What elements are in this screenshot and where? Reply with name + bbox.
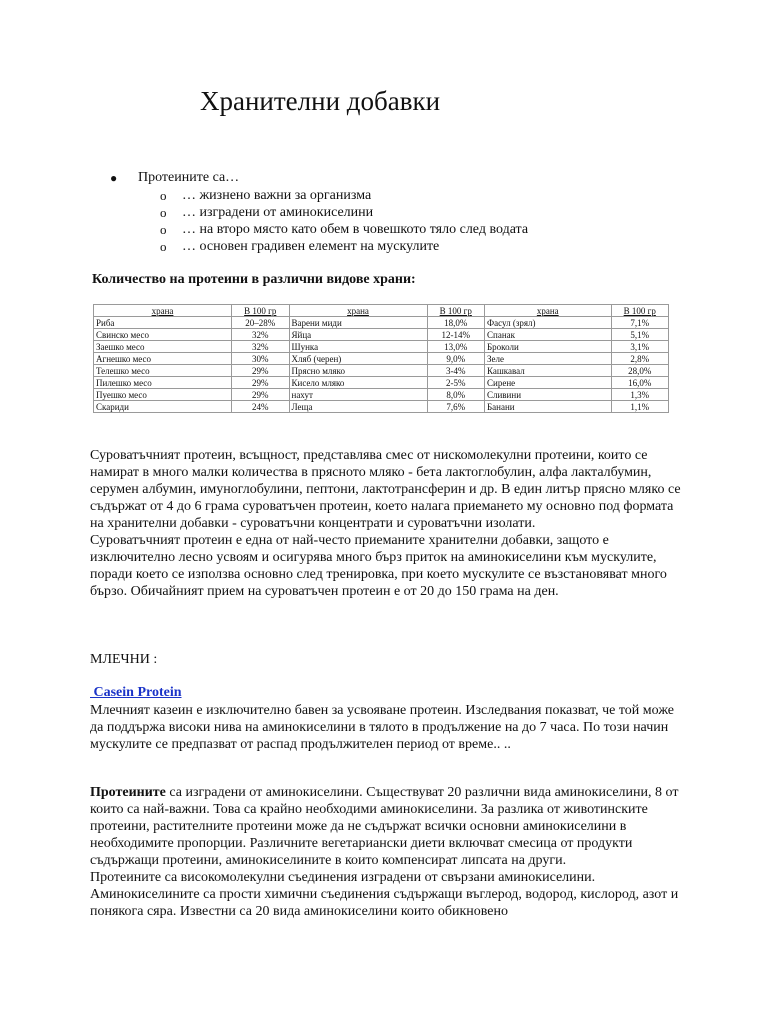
table-row — [94, 317, 669, 329]
table-cell: Шунка — [289, 341, 427, 353]
table-cell: Банани — [485, 401, 612, 413]
casein-paragraph: Млечният казеин е изключително бавен за усвояване протеин. Изследвания показват, че той може да поддържа високи нива на аминокиселини в тялото в продължение на до 7 часа. По този начин мускулите се предпазват от распад продължителен период от време.. .. — [90, 703, 675, 752]
table-row — [94, 365, 669, 377]
sub-list-item-text: … жизнено важни за организма — [182, 188, 372, 203]
table-cell: Агнешко месо — [94, 353, 232, 365]
table-cell: 2-5% — [427, 377, 485, 389]
column-header: храна — [485, 305, 612, 317]
table-cell: 13,0% — [427, 341, 485, 353]
whey-paragraph-1: Суроватъчният протеин, всъщност, представлява смес от нискомолекулни протеини, които се намират в много малки количества в прясното мляко - бета лактоглобулин, алфа лакталбумин, серумен албумин, имуноглобулини, пептони, лактотрансферин и др. В един литър прясно мляко се съдържат от 4 до 6 грама суроватъчен протеин, което налага приемането му основно под формата на хранителни добавки - суроватъчни концентрати и суроватъчни изолати. — [90, 448, 681, 531]
table-cell: 20–28% — [232, 317, 290, 329]
table-cell: Телешко месо — [94, 365, 232, 377]
table-cell: нахут — [289, 389, 427, 401]
table-cell: 30% — [232, 353, 290, 365]
bullet-circle-icon: o — [160, 222, 167, 237]
table-cell: Риба — [94, 317, 232, 329]
table-cell: Пилешко месо — [94, 377, 232, 389]
whey-paragraph-2: Суроватъчният протеин е една от най-често приеманите хранителни добавки, защото е изключително лесно усвоям и осигурява много бърз приток на аминокиселини към мускулите, поради което се използва основно след тренировка, при което мускулите се възстановяват много бързо. Обичайният прием на суроватъчен протеин е от 20 до 150 грама на ден. — [90, 533, 667, 599]
table-cell: Фасул (зрял) — [485, 317, 612, 329]
dairy-label: МЛЕЧНИ : — [90, 652, 158, 667]
column-header: храна — [94, 305, 232, 317]
table-cell: 1,1% — [611, 401, 669, 413]
table-cell: Кашкавал — [485, 365, 612, 377]
table-cell: Зеле — [485, 353, 612, 365]
table-row — [94, 353, 669, 365]
table-cell: 29% — [232, 389, 290, 401]
proteins-bold-lead: Протеините — [90, 785, 166, 800]
table-cell: Кисело мляко — [289, 377, 427, 389]
table-cell: Хляб (черен) — [289, 353, 427, 365]
table-row — [94, 389, 669, 401]
table-cell: 28,0% — [611, 365, 669, 377]
table-cell: 7,6% — [427, 401, 485, 413]
table-row — [94, 377, 669, 389]
sub-list-item-text: … изградени от аминокиселини — [182, 205, 374, 220]
table-cell: 8,0% — [427, 389, 485, 401]
sub-list-item — [110, 187, 528, 204]
bullet-dot-icon: ● — [110, 171, 118, 185]
table-cell: 29% — [232, 365, 290, 377]
proteins-paragraph-1-text: са изградени от аминокиселини. Съществуват 20 различни вида аминокиселини, 8 от които са най-важни. Това са крайно необходими аминокиселини. За разлика от животинските протеини, растителните протеини може да не съдържат всички основни аминокиселини в необходимите пропорции. Различните вегетариански диети включват смесица от продукти съдържащи протеини, аминокиселините в които компенсират липсата на други. — [90, 785, 679, 868]
casein-section — [90, 702, 690, 753]
table-cell: 1,3% — [611, 389, 669, 401]
table-cell: Леща — [289, 401, 427, 413]
table-row — [94, 341, 669, 353]
casein-protein-link[interactable]: Casein Protein — [90, 685, 182, 700]
table-cell: 3,1% — [611, 341, 669, 353]
whey-section — [90, 447, 690, 600]
table-cell: 24% — [232, 401, 290, 413]
sub-list-item — [110, 238, 528, 255]
table-cell: 12-14% — [427, 329, 485, 341]
table-cell: Свинско месо — [94, 329, 232, 341]
proteins-paragraph-2: Протеините са високомолекулни съединения изградени от свързани аминокиселини. Аминокиселините са прости химични съединения съдържащи въглерод, водород, кислород, азот и понякога сяра. Известни са 20 вида аминокиселини които обикновено — [90, 870, 679, 919]
table-cell: Броколи — [485, 341, 612, 353]
protein-table — [93, 304, 669, 413]
intro-list — [110, 169, 528, 255]
bullet-circle-icon: o — [160, 205, 167, 220]
proteins-paragraph-1 — [90, 784, 690, 869]
sub-list-item-text: … основен градивен елемент на мускулите — [182, 239, 440, 254]
table-cell: Заешко месо — [94, 341, 232, 353]
column-header: В 100 гр — [232, 305, 290, 317]
table-row — [94, 401, 669, 413]
table-cell: 9,0% — [427, 353, 485, 365]
sub-list-item — [110, 204, 528, 221]
column-header: В 100 гр — [611, 305, 669, 317]
table-cell: 29% — [232, 377, 290, 389]
table-cell: 32% — [232, 329, 290, 341]
table-heading: Количество на протеини в различни видове храни: — [92, 272, 416, 287]
sub-list-item — [110, 221, 528, 238]
page-title: Хранителни добавки — [200, 86, 441, 116]
proteins-section — [90, 784, 690, 920]
table-cell: Прясно мляко — [289, 365, 427, 377]
table-cell: Яйца — [289, 329, 427, 341]
table-cell: 7,1% — [611, 317, 669, 329]
table-cell: Варени миди — [289, 317, 427, 329]
table-cell: 32% — [232, 341, 290, 353]
table-cell: Сирене — [485, 377, 612, 389]
table-cell: Скариди — [94, 401, 232, 413]
table-cell: Пуешко месо — [94, 389, 232, 401]
sub-list-item-text: … на второ място като обем в човешкото тяло след водата — [182, 222, 529, 237]
table-cell: Сливини — [485, 389, 612, 401]
table-cell: 2,8% — [611, 353, 669, 365]
table-cell: Спанак — [485, 329, 612, 341]
table-header-row — [94, 305, 669, 317]
table-row — [94, 329, 669, 341]
column-header: В 100 гр — [427, 305, 485, 317]
list-item — [110, 169, 528, 187]
table-cell: 18,0% — [427, 317, 485, 329]
column-header: храна — [289, 305, 427, 317]
table-cell: 5,1% — [611, 329, 669, 341]
list-item-text: Протеините са… — [138, 170, 240, 185]
table-cell: 3-4% — [427, 365, 485, 377]
bullet-circle-icon: o — [160, 188, 167, 203]
table-cell: 16,0% — [611, 377, 669, 389]
bullet-circle-icon: o — [160, 239, 167, 254]
